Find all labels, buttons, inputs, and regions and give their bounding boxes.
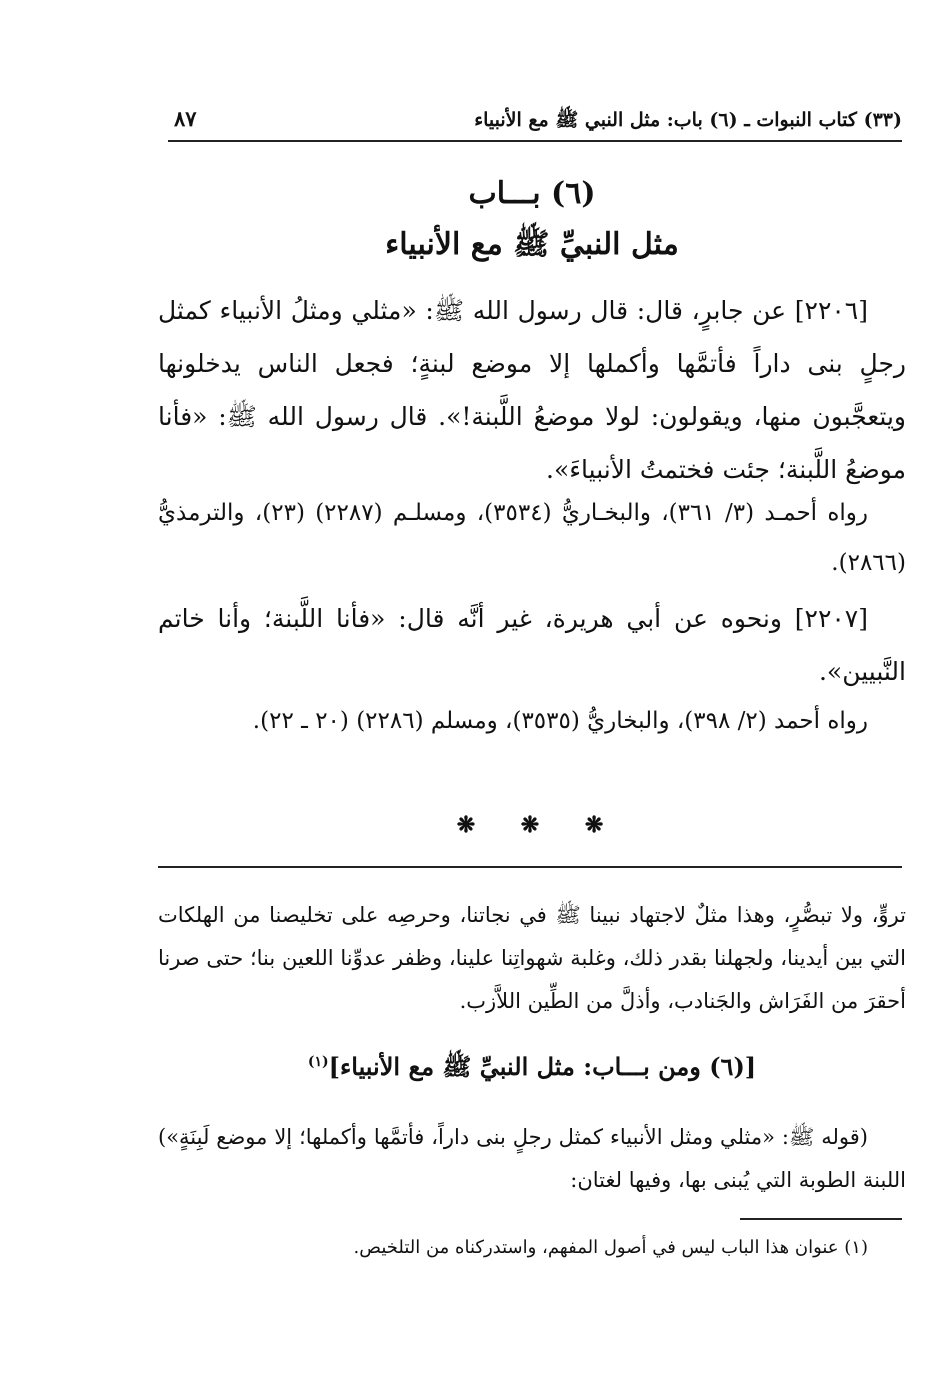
footnote-rule (740, 1218, 902, 1220)
footnote: (١) عنوان هذا الباب ليس في أصول المفهم، واستدركناه من التلخيص. (353, 1237, 868, 1258)
hadith-2206-text: [٢٢٠٦] عن جابرٍ، قال: قال رسول الله ﷺ: «مثلي ومثلُ الأنبياء كمثل رجلٍ بنى داراً فأتمَّها وأكملها إلا موضع لبنةٍ؛ فجعل الناس يدخلونها ويتعجَّبون منها، ويقولون: لولا موضعُ اللَّبنة!». قال رسول الله ﷺ: «فأنا موضعُ اللَّبنة؛ جئت فختمتُ الأنبياءَ». (158, 296, 906, 484)
footnote-marker: (١) (307, 1054, 329, 1070)
hadith-2207-reference: رواه أحمد (٢/ ٣٩٨)، والبخاريُّ (٣٥٣٥)، ومسلم (٢٢٨٦) (٢٠ ـ ٢٢). (252, 708, 868, 734)
commentary-intro: تروٍّ، ولا تبصُّرٍ، وهذا مثلٌ لاجتهاد نبينا ﷺ في نجاتنا، وحرصِه على تخليصنا من الهلكات التي بين أيدينا، ولجهلنا بقدر ذلك، وغلبة شهواتِنا علينا، وظفر عدوِّنا اللعين بنا؛ حتى صرنا أحقرَ من الفَرَاش والجَنادب، وأذلَّ من الطِّين اللاَّزب. (158, 903, 906, 1013)
commentary-rule (158, 866, 902, 868)
running-title: (٣٣) كتاب النبوات ـ (٦) باب: مثل النبي ﷺ مع الأنبياء (474, 109, 902, 131)
hadith-2207-text: [٢٢٠٧] ونحوه عن أبي هريرة، غير أنَّه قال: «فأنا اللَّبنة؛ وأنا خاتم النَّبيين». (158, 604, 906, 686)
chapter-title: مثل النبيِّ ﷺ مع الأنبياء (385, 227, 679, 262)
commentary-text: (قوله ﷺ: «مثلي ومثل الأنبياء كمثل رجلٍ بنى داراً، فأتمَّها وأكملها؛ إلا موضع لَبِنَةٍ») اللبنة الطوبة التي يُبنى بها، وفيها لغتان: (158, 1125, 906, 1192)
section-title-text: [(٦) ومن بـــاب: مثل النبيِّ ﷺ مع الأنبياء] (328, 1052, 757, 1081)
page-number: ٨٧ (174, 106, 197, 131)
commentary-section-title (158, 1052, 906, 1087)
section-separator: ❋ ❋ ❋ (456, 812, 604, 838)
running-header (168, 104, 902, 138)
header-rule (168, 140, 902, 142)
hadith-2206-reference: رواه أحمـد (٣/ ٣٦١)، والبخـاريُّ (٣٥٣٤)، ومسلـم (٢٢٨٧) (٢٣)، والترمذيُّ (٢٨٦٦). (158, 500, 906, 576)
chapter-number: (٦) بـــاب (468, 176, 596, 211)
